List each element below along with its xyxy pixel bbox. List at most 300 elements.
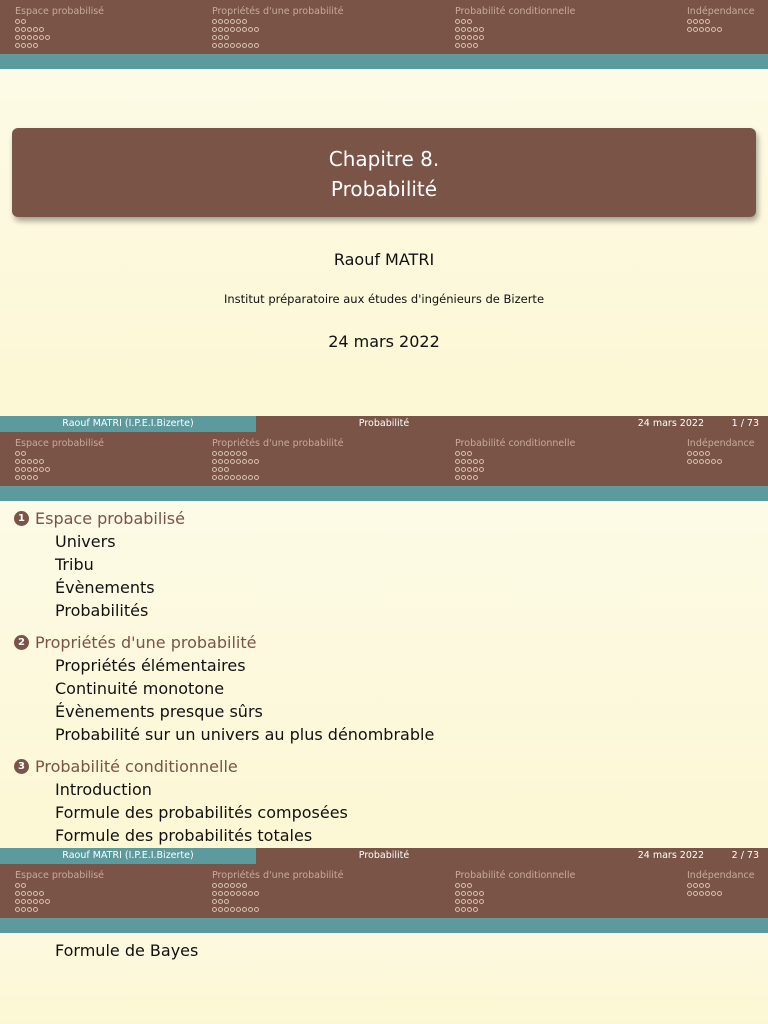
frame-dot[interactable] — [218, 35, 223, 40]
nav-dot-row — [212, 905, 344, 913]
nav-section-title[interactable]: Espace probabilisé — [15, 870, 105, 881]
date: 24 mars 2022 — [328, 332, 440, 351]
frame-dot[interactable] — [224, 467, 229, 472]
nav-section-title[interactable]: Espace probabilisé — [15, 438, 105, 449]
frame-dot[interactable] — [705, 459, 710, 464]
frame-dot[interactable] — [467, 907, 472, 912]
frame-dot[interactable] — [461, 35, 466, 40]
frame-dot[interactable] — [479, 35, 484, 40]
frame-dot[interactable] — [21, 35, 26, 40]
nav-dot-row — [212, 41, 344, 49]
nav-section-title[interactable]: Indépendance — [687, 6, 755, 17]
frame-dot[interactable] — [230, 451, 235, 456]
nav-dot-row — [455, 41, 575, 49]
nav-section-title[interactable]: Probabilité conditionnelle — [455, 870, 576, 881]
frame-dot[interactable] — [212, 899, 217, 904]
frame-dot[interactable] — [248, 459, 253, 464]
frame-dot[interactable] — [15, 467, 20, 472]
frame-dot[interactable] — [236, 907, 241, 912]
frame-dot[interactable] — [33, 899, 38, 904]
frame-dot[interactable] — [705, 891, 710, 896]
frame-dot[interactable] — [27, 475, 32, 480]
frame-dot[interactable] — [455, 907, 460, 912]
frame-dot[interactable] — [27, 891, 32, 896]
frame-dot[interactable] — [224, 883, 229, 888]
section-number-badge: 1 — [14, 511, 29, 526]
toc-item[interactable]: Formule de Bayes — [55, 941, 199, 960]
footer-date: 24 mars 2022 — [637, 418, 704, 429]
frame-dot[interactable] — [461, 459, 466, 464]
frame-dot[interactable] — [687, 19, 692, 24]
nav-dots — [455, 450, 575, 481]
frame-dot[interactable] — [230, 27, 235, 32]
frame-dot[interactable] — [39, 459, 44, 464]
frame-dot[interactable] — [693, 883, 698, 888]
frame-dot[interactable] — [479, 899, 484, 904]
frame-dot[interactable] — [248, 475, 253, 480]
nav-dots — [455, 882, 575, 913]
frame-dot[interactable] — [33, 891, 38, 896]
frame-dot[interactable] — [224, 27, 229, 32]
nav-section[interactable] — [15, 870, 104, 913]
frame-dot[interactable] — [461, 475, 466, 480]
toc-item[interactable]: Probabilités — [55, 601, 149, 620]
footer-date: 24 mars 2022 — [637, 850, 704, 861]
toc-item[interactable]: Introduction — [55, 780, 152, 799]
frame-dot[interactable] — [218, 467, 223, 472]
frame-dot[interactable] — [479, 459, 484, 464]
frame-dot[interactable] — [693, 891, 698, 896]
nav-section[interactable] — [455, 870, 575, 913]
nav-section[interactable] — [687, 438, 755, 466]
nav-dot-row — [455, 905, 575, 913]
frame-dot[interactable] — [461, 43, 466, 48]
frame-dot[interactable] — [461, 27, 466, 32]
frame-dot[interactable] — [479, 27, 484, 32]
nav-section[interactable] — [687, 6, 755, 34]
frame-dot[interactable] — [21, 451, 26, 456]
frame-dot[interactable] — [711, 891, 716, 896]
frame-dot[interactable] — [242, 475, 247, 480]
frame-dot[interactable] — [711, 459, 716, 464]
frame-dot[interactable] — [230, 883, 235, 888]
frame-dot[interactable] — [27, 459, 32, 464]
frame-dot[interactable] — [230, 19, 235, 24]
nav-dot-row — [212, 34, 344, 42]
frame-dot[interactable] — [473, 467, 478, 472]
frame-dot[interactable] — [461, 467, 466, 472]
frame-dot[interactable] — [224, 891, 229, 896]
frame-dot[interactable] — [33, 27, 38, 32]
page-number: 2 / 73 — [731, 850, 759, 861]
frame-dot[interactable] — [711, 27, 716, 32]
frame-dot[interactable] — [230, 459, 235, 464]
frame-dot[interactable] — [230, 475, 235, 480]
frame-dot[interactable] — [705, 19, 710, 24]
frame-dot[interactable] — [687, 891, 692, 896]
frame-dot[interactable] — [467, 475, 472, 480]
frame-dot[interactable] — [236, 43, 241, 48]
frame-dot[interactable] — [15, 883, 20, 888]
nav-section[interactable] — [687, 870, 755, 898]
toc-item[interactable]: Continuité monotone — [55, 679, 225, 698]
nav-section-title[interactable]: Probabilité conditionnelle — [455, 438, 576, 449]
nav-section-title[interactable]: Propriétés d'une probabilité — [212, 6, 344, 17]
frame-dot[interactable] — [242, 27, 247, 32]
nav-dot-row — [455, 18, 575, 26]
frame-dot[interactable] — [224, 43, 229, 48]
author: Raouf MATRI — [333, 250, 435, 269]
frame-dot[interactable] — [33, 43, 38, 48]
frame-dot[interactable] — [15, 27, 20, 32]
frame-dot[interactable] — [693, 19, 698, 24]
nav-dot-row — [455, 882, 575, 890]
nav-section[interactable] — [15, 438, 104, 481]
frame-dot[interactable] — [230, 43, 235, 48]
frame-dot[interactable] — [693, 459, 698, 464]
toc-section[interactable] — [14, 631, 434, 654]
frame-dot[interactable] — [455, 35, 460, 40]
header-bar — [0, 918, 768, 933]
toc-section-title[interactable]: Espace probabilisé — [35, 509, 185, 528]
frame-dot[interactable] — [699, 451, 704, 456]
frame-dot[interactable] — [21, 467, 26, 472]
toc-section-title[interactable]: Propriétés d'une probabilité — [35, 633, 257, 652]
frame-dot[interactable] — [467, 467, 472, 472]
frame-dot[interactable] — [218, 475, 223, 480]
frame-dot[interactable] — [473, 475, 478, 480]
frame-dot[interactable] — [218, 451, 223, 456]
frame-dot[interactable] — [467, 35, 472, 40]
frame-dot[interactable] — [242, 459, 247, 464]
frame-dot[interactable] — [461, 899, 466, 904]
header-bar — [0, 54, 768, 69]
frame-dot[interactable] — [45, 899, 50, 904]
toc-item[interactable]: Évènements — [55, 578, 155, 597]
frame-dot[interactable] — [21, 475, 26, 480]
frame-dot[interactable] — [248, 43, 253, 48]
footer-right — [512, 416, 768, 432]
frame-dot[interactable] — [248, 891, 253, 896]
nav-dot-row — [687, 450, 755, 458]
frame-dot[interactable] — [242, 883, 247, 888]
nav-section-title[interactable]: Propriétés d'une probabilité — [212, 438, 344, 449]
nav-dot-row — [15, 890, 104, 898]
nav-dot-row — [212, 466, 344, 474]
frame-dot[interactable] — [467, 43, 472, 48]
frame-dot[interactable] — [236, 883, 241, 888]
frame-dot[interactable] — [473, 899, 478, 904]
frame-dot[interactable] — [212, 19, 217, 24]
frame-dot[interactable] — [236, 27, 241, 32]
frame-dot[interactable] — [218, 43, 223, 48]
frame-dot[interactable] — [15, 475, 20, 480]
frame-dot[interactable] — [455, 899, 460, 904]
frame-dot[interactable] — [236, 19, 241, 24]
frame-dot[interactable] — [705, 451, 710, 456]
frame-dot[interactable] — [699, 883, 704, 888]
frame-dot[interactable] — [212, 475, 217, 480]
section-nav-bar — [0, 0, 768, 54]
nav-dots — [212, 18, 344, 49]
frame-dot[interactable] — [242, 451, 247, 456]
nav-section[interactable] — [455, 438, 575, 481]
nav-dot-row — [15, 898, 104, 906]
frame-dot[interactable] — [242, 19, 247, 24]
frame-dot[interactable] — [39, 27, 44, 32]
frame-dot[interactable] — [242, 891, 247, 896]
frame-dot[interactable] — [687, 451, 692, 456]
nav-dots — [212, 450, 344, 481]
frame-dot[interactable] — [212, 451, 217, 456]
frame-dot[interactable] — [687, 459, 692, 464]
toc-item[interactable]: Tribu — [55, 555, 94, 574]
frame-dot[interactable] — [212, 35, 217, 40]
nav-dots — [687, 450, 755, 466]
nav-section[interactable] — [15, 6, 104, 49]
frame-dot[interactable] — [212, 27, 217, 32]
chapter-number: Chapitre 8. — [328, 147, 440, 171]
frame-dot[interactable] — [15, 43, 20, 48]
frame-dot[interactable] — [212, 883, 217, 888]
frame-dot[interactable] — [693, 451, 698, 456]
frame-dot[interactable] — [212, 43, 217, 48]
frame-dot[interactable] — [224, 19, 229, 24]
frame-dot[interactable] — [467, 451, 472, 456]
frame-dot[interactable] — [218, 19, 223, 24]
frame-dot[interactable] — [45, 467, 50, 472]
frame-dot[interactable] — [21, 883, 26, 888]
header-bar — [0, 486, 768, 501]
frame-dot[interactable] — [218, 459, 223, 464]
frame-dot[interactable] — [15, 907, 20, 912]
frame-dot[interactable] — [455, 451, 460, 456]
frame-dot[interactable] — [473, 907, 478, 912]
frame-dot[interactable] — [33, 459, 38, 464]
footer-title: Probabilité — [256, 848, 512, 864]
nav-dot-row — [15, 34, 104, 42]
frame-dot[interactable] — [218, 907, 223, 912]
frame-dot[interactable] — [212, 459, 217, 464]
frame-dot[interactable] — [21, 459, 26, 464]
frame-dot[interactable] — [236, 451, 241, 456]
nav-section-title[interactable]: Probabilité conditionnelle — [455, 6, 576, 17]
frame-dot[interactable] — [224, 899, 229, 904]
nav-dots — [687, 18, 755, 34]
frame-dot[interactable] — [39, 899, 44, 904]
frame-dot[interactable] — [467, 891, 472, 896]
frame-dot[interactable] — [212, 907, 217, 912]
frame-dot[interactable] — [455, 43, 460, 48]
frame-dot[interactable] — [699, 27, 704, 32]
nav-dot-row — [455, 890, 575, 898]
institute: Institut préparatoire aux études d'ingénieurs de Bizerte — [223, 292, 545, 306]
frame-dot[interactable] — [27, 899, 32, 904]
nav-section[interactable] — [212, 6, 344, 49]
frame-dot[interactable] — [461, 907, 466, 912]
frame-dot[interactable] — [467, 459, 472, 464]
frame-dot[interactable] — [254, 27, 259, 32]
frame-dot[interactable] — [254, 907, 259, 912]
frame-dot[interactable] — [230, 891, 235, 896]
frame-dot[interactable] — [461, 883, 466, 888]
chapter-title: Probabilité — [330, 177, 438, 201]
frame-dot[interactable] — [27, 467, 32, 472]
frame-dot[interactable] — [218, 899, 223, 904]
nav-section[interactable] — [212, 870, 344, 913]
frame-dot[interactable] — [687, 27, 692, 32]
frame-dot[interactable] — [21, 43, 26, 48]
frame-dot[interactable] — [21, 899, 26, 904]
section-number-badge: 2 — [14, 635, 29, 650]
frame-dot[interactable] — [212, 891, 217, 896]
table-of-contents — [14, 507, 434, 847]
frame-dot[interactable] — [236, 891, 241, 896]
frame-dot[interactable] — [39, 891, 44, 896]
frame-dot[interactable] — [15, 451, 20, 456]
frame-dot[interactable] — [479, 891, 484, 896]
nav-dot-row — [15, 18, 104, 26]
frame-dot[interactable] — [473, 459, 478, 464]
nav-dot-row — [687, 458, 755, 466]
frame-dot[interactable] — [236, 475, 241, 480]
frame-dot[interactable] — [15, 459, 20, 464]
frame-dot[interactable] — [455, 475, 460, 480]
frame-dot[interactable] — [27, 43, 32, 48]
frame-dot[interactable] — [33, 35, 38, 40]
frame-dot[interactable] — [717, 459, 722, 464]
frame-dot[interactable] — [473, 35, 478, 40]
toc-item[interactable]: Propriétés élémentaires — [55, 656, 246, 675]
nav-dot-row — [212, 458, 344, 466]
toc-item[interactable]: Formule des probabilités totales — [55, 826, 313, 845]
frame-dot[interactable] — [473, 891, 478, 896]
nav-section-title[interactable]: Indépendance — [687, 870, 755, 881]
section-nav-bar — [0, 432, 768, 486]
toc-section[interactable] — [14, 507, 434, 530]
frame-dot[interactable] — [473, 27, 478, 32]
frame-dot[interactable] — [236, 459, 241, 464]
frame-dot[interactable] — [699, 459, 704, 464]
nav-section-title[interactable]: Propriétés d'une probabilité — [212, 870, 344, 881]
frame-dot[interactable] — [224, 459, 229, 464]
frame-dot[interactable] — [461, 19, 466, 24]
toc-item[interactable]: Univers — [55, 532, 116, 551]
nav-dot-row — [455, 458, 575, 466]
frame-dot[interactable] — [705, 27, 710, 32]
frame-dot[interactable] — [33, 475, 38, 480]
frame-dot[interactable] — [254, 459, 259, 464]
frame-dot[interactable] — [15, 19, 20, 24]
frame-dot[interactable] — [212, 467, 217, 472]
frame-dot[interactable] — [224, 451, 229, 456]
frame-dot[interactable] — [218, 883, 223, 888]
frame-dot[interactable] — [705, 883, 710, 888]
frame-dot[interactable] — [467, 27, 472, 32]
frame-dot[interactable] — [27, 907, 32, 912]
frame-dot[interactable] — [467, 883, 472, 888]
nav-dot-row — [15, 882, 104, 890]
frame-dot[interactable] — [467, 899, 472, 904]
nav-dot-row — [15, 905, 104, 913]
frame-dot[interactable] — [39, 467, 44, 472]
frame-dot[interactable] — [230, 907, 235, 912]
frame-dot[interactable] — [45, 35, 50, 40]
frame-dot[interactable] — [15, 899, 20, 904]
toc-section[interactable] — [14, 755, 434, 778]
nav-dot-row — [455, 26, 575, 34]
frame-dot[interactable] — [15, 891, 20, 896]
frame-dot[interactable] — [21, 19, 26, 24]
frame-dot[interactable] — [39, 35, 44, 40]
frame-dot[interactable] — [455, 883, 460, 888]
frame-dot[interactable] — [479, 467, 484, 472]
toc-item[interactable]: Formule des probabilités composées — [55, 803, 348, 822]
nav-section[interactable] — [212, 438, 344, 481]
frame-dot[interactable] — [699, 19, 704, 24]
frame-dot[interactable] — [473, 43, 478, 48]
frame-dot[interactable] — [455, 891, 460, 896]
frame-dot[interactable] — [33, 907, 38, 912]
nav-section-title[interactable]: Espace probabilisé — [15, 6, 105, 17]
nav-dot-row — [212, 26, 344, 34]
frame-dot[interactable] — [248, 27, 253, 32]
frame-dot[interactable] — [699, 891, 704, 896]
frame-dot[interactable] — [717, 27, 722, 32]
nav-dot-row — [212, 473, 344, 481]
nav-section[interactable] — [455, 6, 575, 49]
nav-dot-row — [15, 466, 104, 474]
frame-dot[interactable] — [242, 907, 247, 912]
frame-dot[interactable] — [224, 35, 229, 40]
frame-dot[interactable] — [693, 27, 698, 32]
frame-dot[interactable] — [27, 35, 32, 40]
frame-dot[interactable] — [27, 27, 32, 32]
frame-dot[interactable] — [242, 43, 247, 48]
frame-dot[interactable] — [687, 883, 692, 888]
frame-dot[interactable] — [21, 27, 26, 32]
frame-dot[interactable] — [218, 891, 223, 896]
frame-dot[interactable] — [21, 891, 26, 896]
toc-item[interactable]: Évènements presque sûrs — [55, 702, 263, 721]
frame-dot[interactable] — [248, 907, 253, 912]
frame-dot[interactable] — [717, 891, 722, 896]
nav-section-title[interactable]: Indépendance — [687, 438, 755, 449]
nav-dots — [455, 18, 575, 49]
table-of-contents-continued — [14, 939, 198, 962]
frame-dot[interactable] — [254, 475, 259, 480]
frame-dot[interactable] — [254, 43, 259, 48]
frame-dot[interactable] — [15, 35, 20, 40]
frame-dot[interactable] — [21, 907, 26, 912]
footer-title: Probabilité — [256, 416, 512, 432]
frame-dot[interactable] — [455, 27, 460, 32]
frame-dot[interactable] — [33, 467, 38, 472]
frame-dot[interactable] — [224, 907, 229, 912]
frame-dot[interactable] — [455, 19, 460, 24]
frame-dot[interactable] — [461, 891, 466, 896]
frame-dot[interactable] — [218, 27, 223, 32]
toc-item[interactable]: Probabilité sur un univers au plus dénombrable — [55, 725, 435, 744]
toc-section-title[interactable]: Probabilité conditionnelle — [35, 757, 238, 776]
nav-dot-row — [687, 890, 755, 898]
frame-dot[interactable] — [467, 19, 472, 24]
frame-dot[interactable] — [455, 467, 460, 472]
frame-dot[interactable] — [455, 459, 460, 464]
frame-dot[interactable] — [461, 451, 466, 456]
frame-dot[interactable] — [224, 475, 229, 480]
frame-dot[interactable] — [254, 891, 259, 896]
